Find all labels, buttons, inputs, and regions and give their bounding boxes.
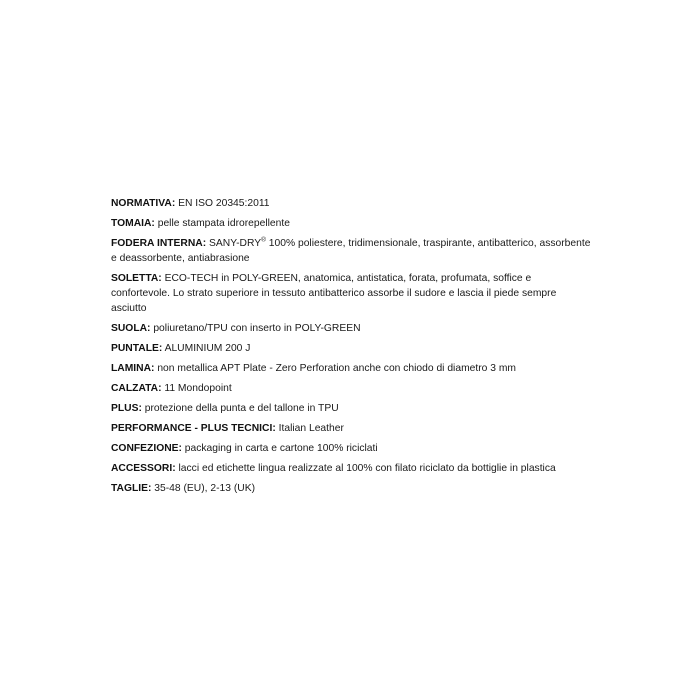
spec-fodera-interna xyxy=(111,236,591,266)
spec-label: TOMAIA: xyxy=(111,218,155,229)
spec-label: PERFORMANCE - PLUS TECNICI: xyxy=(111,423,276,434)
spec-label: TAGLIE: xyxy=(111,483,152,494)
spec-label: NORMATIVA: xyxy=(111,198,176,209)
spec-value: poliuretano/TPU con inserto in POLY-GREEN xyxy=(150,323,361,334)
spec-label: LAMINA: xyxy=(111,363,155,374)
spec-plus xyxy=(111,401,591,416)
spec-label: CALZATA: xyxy=(111,383,162,394)
spec-tomaia xyxy=(111,216,591,231)
spec-suola xyxy=(111,321,591,336)
spec-value: lacci ed etichette lingua realizzate al 100% con filato riciclato da bottiglie in plastica xyxy=(175,463,556,474)
spec-label: FODERA INTERNA: xyxy=(111,238,207,249)
spec-value: 11 Mondopoint xyxy=(161,383,232,394)
spec-value: protezione della punta e del tallone in TPU xyxy=(141,403,339,414)
spec-calzata xyxy=(111,381,591,396)
spec-performance xyxy=(111,421,591,436)
spec-value: Italian Leather xyxy=(275,423,344,434)
spec-value: 35-48 (EU), 2-13 (UK) xyxy=(151,483,255,494)
spec-list xyxy=(111,196,591,501)
spec-label: SOLETTA: xyxy=(111,273,162,284)
spec-value: ALUMINIUM 200 J xyxy=(162,343,251,354)
spec-value-continued: 100% poliestere, tridimensionale, traspirante, antibatterico, assorbente e deassorbente, antiabrasione xyxy=(111,238,591,264)
registered-trademark-sign: ® xyxy=(261,236,266,244)
spec-value: SANY-DRY xyxy=(206,238,262,249)
spec-value: pelle stampata idrorepellente xyxy=(154,218,290,229)
spec-lamina xyxy=(111,361,591,376)
spec-taglie xyxy=(111,481,591,496)
spec-label: PUNTALE: xyxy=(111,343,163,354)
spec-label: CONFEZIONE: xyxy=(111,443,182,454)
spec-value: packaging in carta e cartone 100% riciclati xyxy=(181,443,378,454)
spec-label: PLUS: xyxy=(111,403,142,414)
spec-value: EN ISO 20345:2011 xyxy=(175,198,270,209)
spec-value: ECO-TECH in POLY-GREEN, anatomica, antistatica, forata, profumata, soffice e confortevole. Lo strato superiore in tessuto antibatterico assorbe il sudore e lascia il piede sempre asciutto xyxy=(111,273,557,314)
spec-label: ACCESSORI: xyxy=(111,463,176,474)
spec-puntale xyxy=(111,341,591,356)
spec-label: SUOLA: xyxy=(111,323,151,334)
spec-accessori xyxy=(111,461,591,476)
spec-soletta xyxy=(111,271,591,316)
spec-value: non metallica APT Plate - Zero Perforation anche con chiodo di diametro 3 mm xyxy=(154,363,516,374)
spec-normativa xyxy=(111,196,591,211)
spec-confezione xyxy=(111,441,591,456)
